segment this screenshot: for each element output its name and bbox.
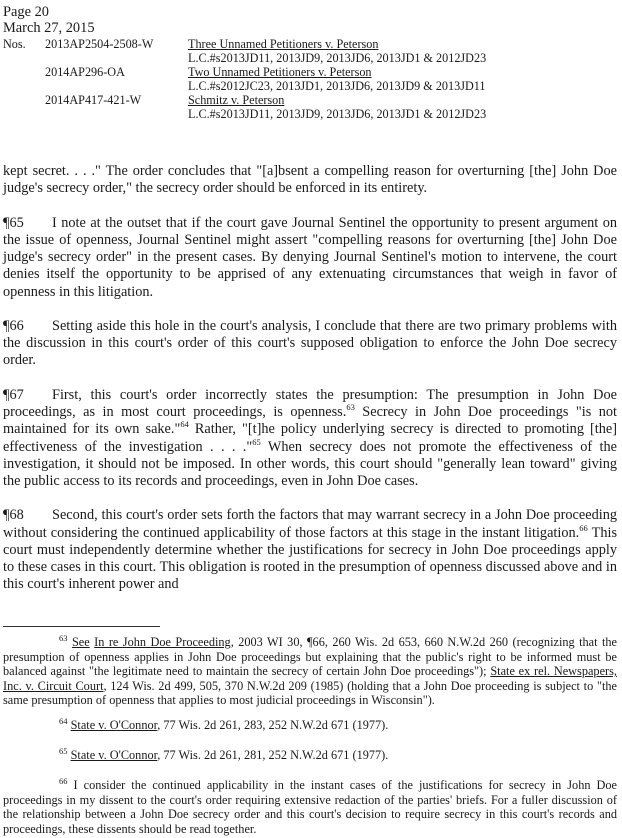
footnote-text: , 2003 WI 30, ¶66, 260 Wis. 2d 653, 660 N.W.2d 260 (recognizing that the presumption of openness applies in John Doe proceedings but explaining that the public's right to be informed must be balanced against "the legitimate need to maintain the secrecy of certain John Doe proceedings"); bbox=[3, 635, 617, 679]
paragraph-66 bbox=[3, 318, 617, 370]
footnote-63 bbox=[3, 632, 618, 708]
footnote-number: 65 bbox=[59, 745, 68, 756]
paragraph-number: ¶65 bbox=[3, 214, 24, 231]
paragraph-text: Secrecy in John Doe proceedings "is not maintained for its own sake." bbox=[3, 404, 617, 438]
page-number: Page 20 bbox=[3, 4, 49, 20]
footnote-64 bbox=[3, 715, 617, 733]
paragraph-text: First, this court's order incorrectly states the presumption: The presumption in John Doe proceedings, as in most court proceedings, is openness. bbox=[3, 386, 617, 421]
footnote-separator bbox=[3, 626, 160, 627]
footnote-number: 66 bbox=[59, 775, 68, 786]
opinion-body bbox=[3, 163, 617, 611]
page-date: March 27, 2015 bbox=[3, 20, 95, 36]
citation: State v. O'Connor bbox=[70, 748, 158, 762]
paragraph-number: ¶66 bbox=[3, 318, 24, 335]
case-title: Three Unnamed Petitioners v. Peterson bbox=[188, 37, 379, 51]
paragraph-text: Setting aside this hole in the court's analysis, I conclude that there are two primary problems with the discussion in this court's order of this court's supposed obligation to enforce the John Doe secrecy order. bbox=[3, 318, 617, 369]
footnote-number: 63 bbox=[59, 632, 68, 643]
case-number: 2014AP296-OA bbox=[45, 65, 125, 79]
case-number: 2013AP2504-2508-W bbox=[45, 37, 154, 51]
paragraph-text: When secrecy does not promote the effectiveness of the investigation, it should not be imposed. In other words, this court should "generally lean toward" giving the public access to its records and proceedings, even in John Doe cases. bbox=[3, 438, 617, 489]
footnote-66 bbox=[3, 775, 617, 836]
paragraph-65 bbox=[3, 215, 617, 301]
continuation-paragraph: kept secret. . . ." The order concludes that "[a]bsent a compelling reason for overturning [the] John Doe judge's secrecy order," the secrecy order should be enforced in its entirety. bbox=[3, 163, 617, 197]
paragraph-68 bbox=[3, 507, 617, 593]
citation: State ex rel. Newspapers, Inc. v. Circuit Court bbox=[3, 664, 617, 693]
footnote-text: , 77 Wis. 2d 261, 283, 252 N.W.2d 671 (1977). bbox=[157, 718, 389, 732]
case-lc: L.C.#s2012JC23, 2013JD1, 2013JD6, 2013JD9 & 2013JD11 bbox=[188, 79, 486, 93]
footnote-text: I consider the continued applicability in the instant cases of the justifications for secrecy in John Doe proceedings in my dissent to the court's order requiring extensive redaction of the parties' briefs. For a fuller discussion of the relationship between a John Doe secrecy order and this court's decision to require secrecy in this court's records and proceedings, these dissents should be read together. bbox=[3, 778, 617, 836]
footnote-ref[interactable]: 63 bbox=[346, 402, 355, 413]
paragraph-text: Second, this court's order sets forth the factors that may warrant secrecy in a John Doe proceeding without considering the continued applicability of those factors at this stage in the instant litigation. bbox=[3, 507, 617, 541]
citation: State v. O'Connor bbox=[70, 718, 158, 732]
footnote-ref[interactable]: 65 bbox=[252, 436, 261, 447]
case-title: Schmitz v. Peterson bbox=[188, 93, 285, 107]
paragraph-text: Rather, "[t]he policy underlying secrecy is directed to promoting [the] effectiveness of the investigation . . . ." bbox=[3, 421, 617, 455]
footnote-number: 64 bbox=[59, 715, 68, 726]
footnote-ref[interactable]: 64 bbox=[180, 419, 189, 430]
paragraph-text: This court must independently determine whether the justifications for secrecy in John Doe proceedings apply to these cases in this court. This obligation is rooted in the presumption of openness discussed above and in this court's inherent power and bbox=[3, 524, 618, 593]
paragraph-text: I note at the outset that if the court gave Journal Sentinel the opportunity to present argument on the issue of openness, Journal Sentinel might assert "compelling reasons for overturning [the] John Doe judge's secrecy order" in the present cases. By denying Journal Sentinel's motion to intervene, the court denies itself the opportunity to be apprised of any extenuating circumstances that weigh in favor of openness in this litigation. bbox=[3, 214, 617, 300]
case-number: 2014AP417-421-W bbox=[45, 93, 142, 107]
paragraph-number: ¶68 bbox=[3, 507, 24, 524]
citation: In re John Doe Proceeding bbox=[94, 635, 231, 649]
footnote-text: , 77 Wis. 2d 261, 281, 252 N.W.2d 671 (1977). bbox=[157, 748, 389, 762]
paragraph-67 bbox=[3, 387, 617, 490]
paragraph-number: ¶67 bbox=[3, 386, 24, 403]
footnote-65 bbox=[3, 745, 617, 763]
case-lc: L.C.#s2013JD11, 2013JD9, 2013JD6, 2013JD1 & 2012JD23 bbox=[188, 51, 487, 65]
case-title: Two Unnamed Petitioners v. Peterson bbox=[188, 65, 372, 79]
case-lc: L.C.#s2013JD11, 2013JD9, 2013JD6, 2013JD1 & 2012JD23 bbox=[188, 107, 487, 121]
footnote-text: , 124 Wis. 2d 499, 505, 370 N.W.2d 209 (1985) (holding that a John Doe proceeding is subject to "the same presumption of openness that applies to most judicial proceedings in Wisconsin"). bbox=[3, 678, 618, 708]
signal: See bbox=[71, 635, 90, 649]
footnote-ref[interactable]: 66 bbox=[579, 522, 588, 533]
nos-label: Nos. bbox=[3, 37, 26, 51]
